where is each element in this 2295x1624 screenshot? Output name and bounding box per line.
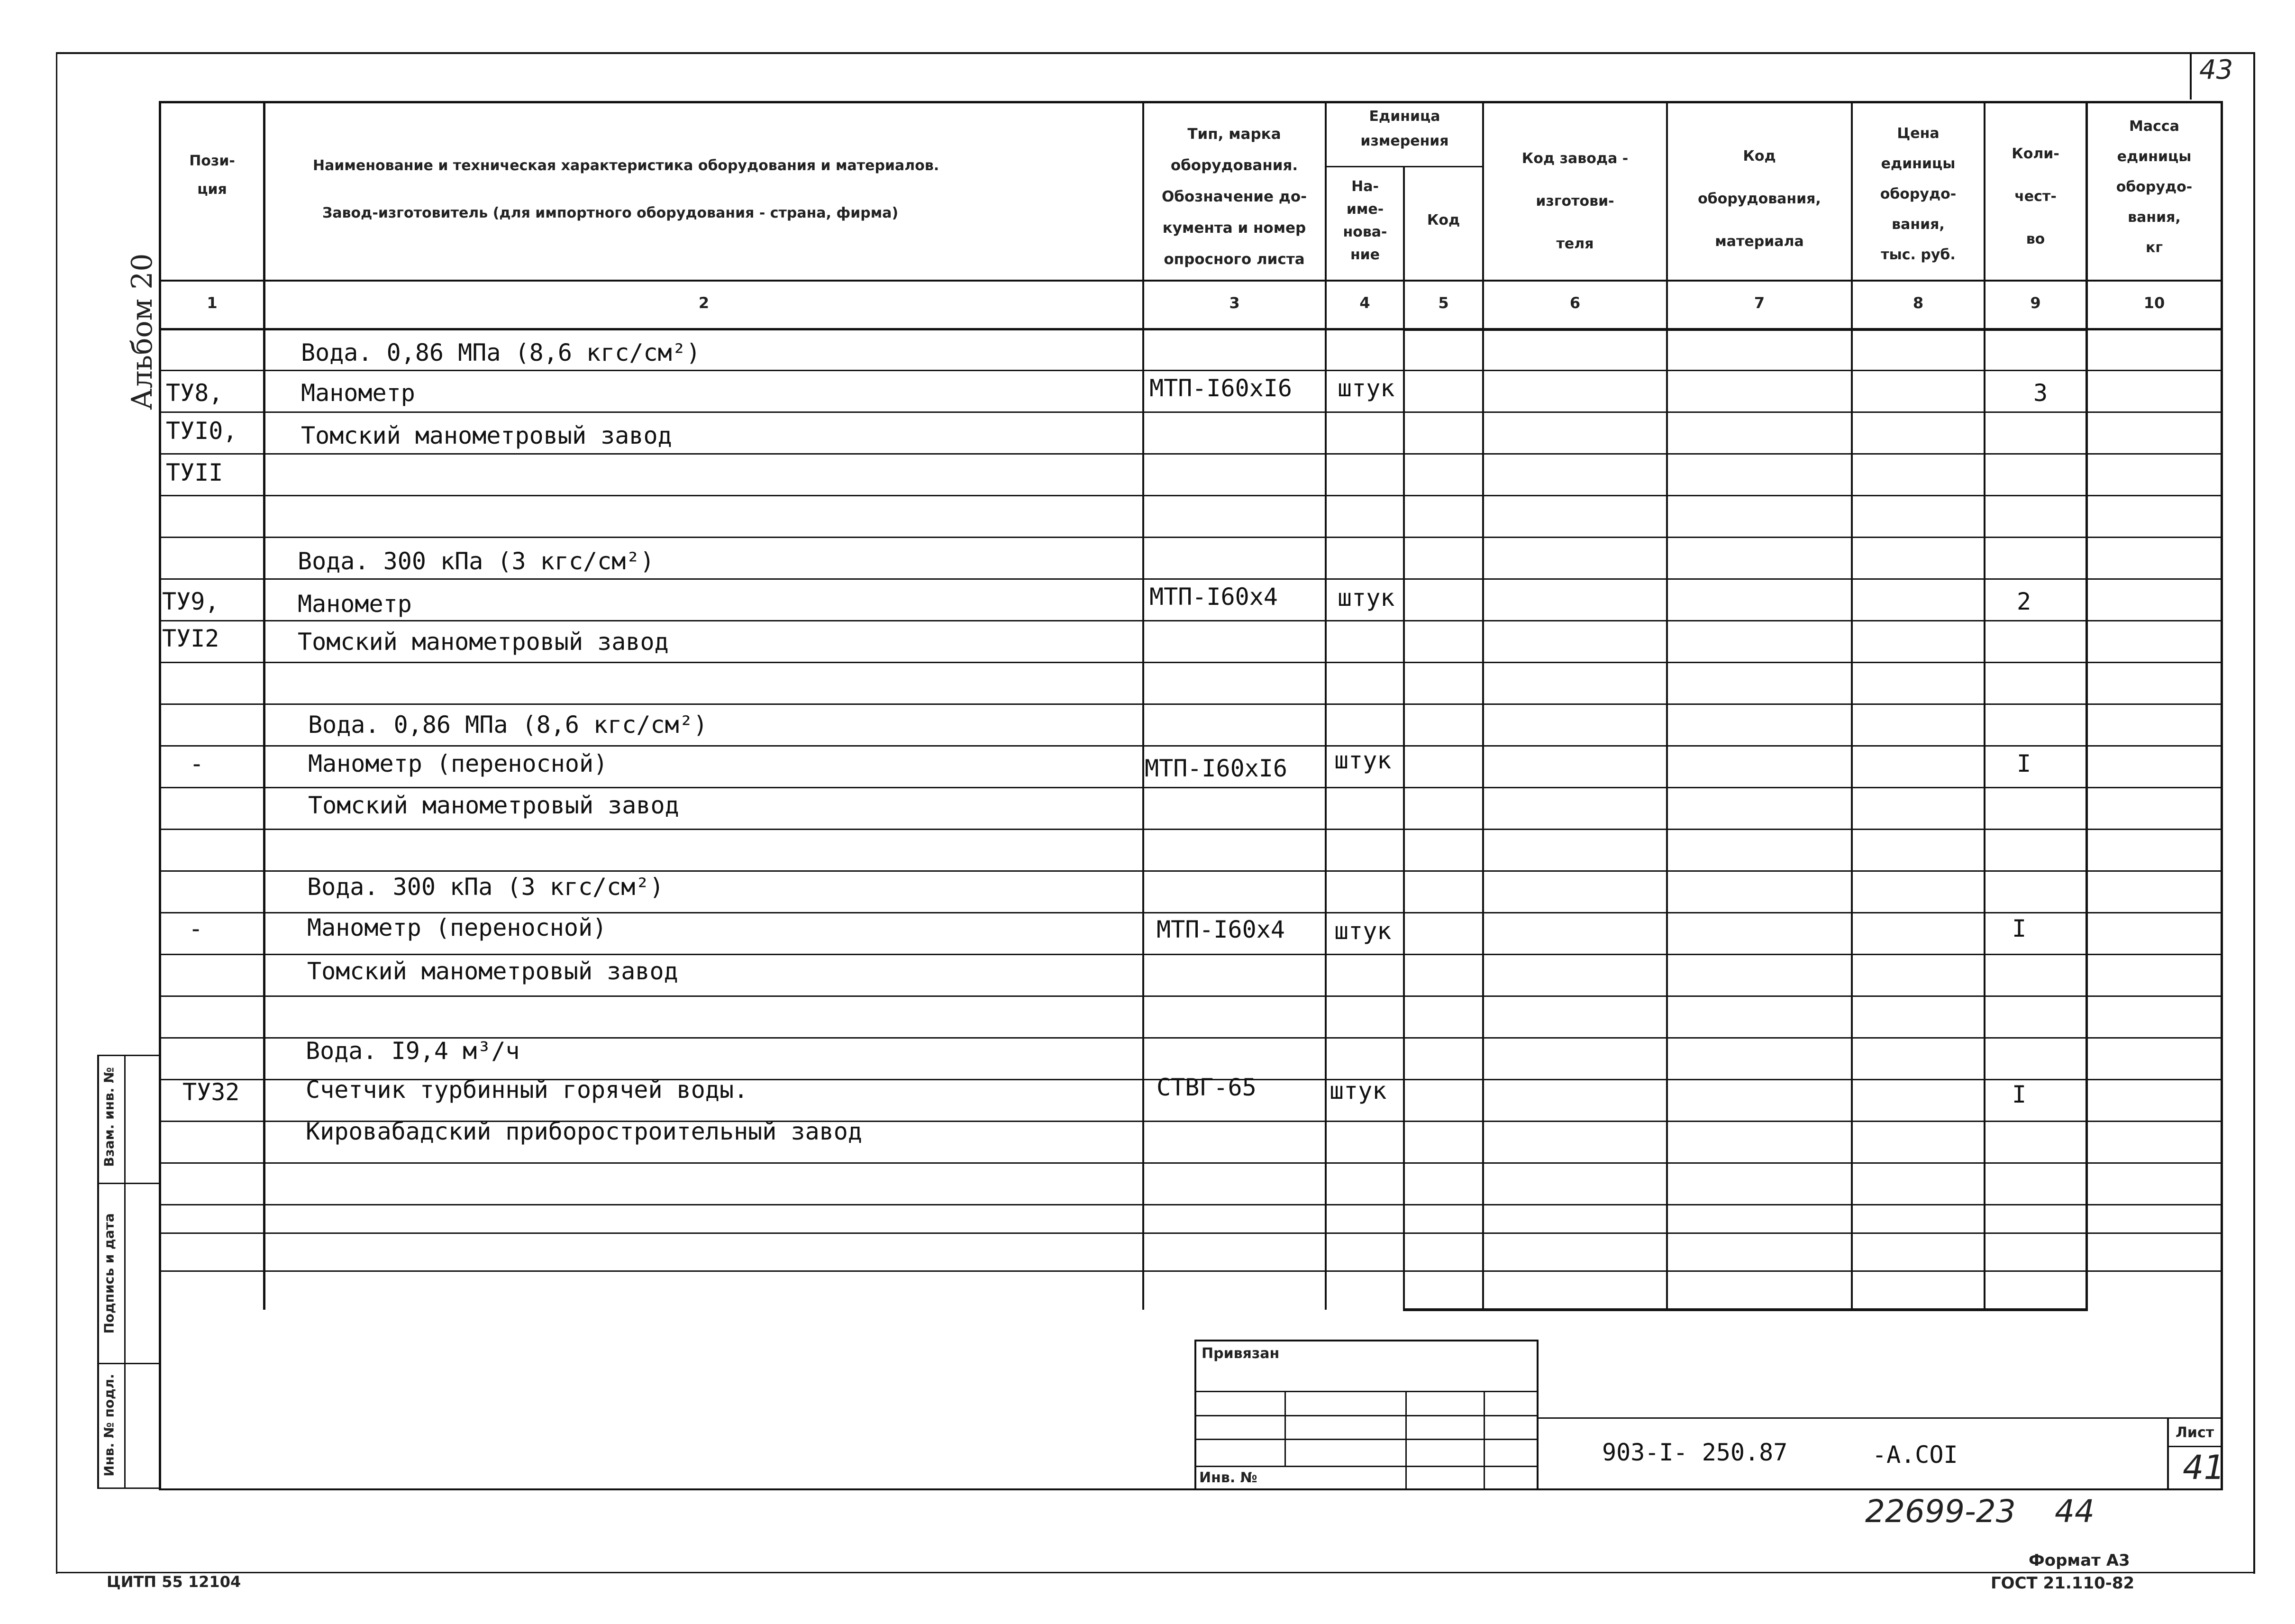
col-line-9 (2086, 101, 2088, 1310)
side-stamp-mid (124, 1055, 126, 1488)
row-line (159, 870, 2223, 872)
tb-sheet-label: Лист (2176, 1424, 2214, 1441)
tb-sheet-number: 41 (2183, 1448, 2225, 1487)
row-quantity: I (2017, 750, 2031, 777)
row-line (159, 370, 2223, 371)
row-name: Томский манометровый завод (307, 958, 678, 985)
corner-box-left (2190, 52, 2192, 100)
row-position: ТУII (166, 459, 223, 486)
col-line-1 (263, 101, 265, 1310)
row-quantity: I (2012, 915, 2027, 942)
row-line (159, 495, 2223, 496)
row-type: СТВГ-65 (1157, 1074, 1257, 1101)
header-factory-code: Код завода - изготови- теля (1521, 150, 1629, 252)
row-name: Вода. 0,86 МПа (8,6 кгс/см²) (301, 339, 701, 366)
row-line (159, 703, 2223, 705)
row-unit: штук (1338, 584, 1395, 611)
tb-bound-row4 (1194, 1466, 1538, 1467)
tb-doc-code: 903-I- 250.87 (1602, 1439, 1788, 1466)
col-line-3 (1325, 101, 1327, 1310)
row-name: Вода. 300 кПа (3 кгс/см²) (307, 873, 664, 901)
col-line-4 (1403, 166, 1405, 1311)
row-name: Манометр (301, 379, 415, 407)
unit-group-divider (1325, 166, 1484, 167)
row-line (159, 954, 2223, 955)
body-box-top (1403, 328, 2088, 331)
tb-bound-row2 (1194, 1415, 1538, 1416)
outer-frame-right (2253, 52, 2255, 1574)
column-number: 3 (1229, 294, 1240, 312)
row-name: Вода. 0,86 МПа (8,6 кгс/см²) (308, 711, 708, 739)
header-unit-name: На- име- нова- ние (1343, 178, 1387, 263)
side-stamp-inv: Инв. № подл. (101, 1374, 117, 1477)
table-top (159, 101, 2223, 103)
column-number: 2 (698, 294, 710, 312)
row-name: Манометр (298, 590, 412, 618)
outer-frame-left (56, 52, 57, 1574)
side-stamp-vzam: Взам. инв. № (101, 1067, 117, 1167)
outer-frame-bottom (56, 1572, 2255, 1573)
row-name: Манометр (переносной) (307, 914, 607, 941)
header-unit-group: Единица измерения (1360, 108, 1449, 149)
row-name: Кировабадский приборостроительный завод (306, 1118, 862, 1145)
header-type: Тип, марка оборудования. Обозначение до- кумента и номер опросного листа (1161, 126, 1307, 268)
row-line (159, 745, 2223, 747)
header-unit-code: Код (1427, 212, 1460, 228)
footer-gost: ГОСТ 21.110-82 (1991, 1574, 2135, 1593)
row-type: МТП-I60xI6 (1149, 374, 1293, 402)
tb-bound-col2 (1405, 1391, 1407, 1489)
col-line-2 (1142, 101, 1144, 1310)
row-line (159, 578, 2223, 580)
handwritten-page: 44 (2055, 1493, 2095, 1530)
column-number: 4 (1359, 294, 1370, 312)
header-name: Наименование и техническая характеристика оборудования и материалов. Завод-изготовитель (для импортного оборудования - страна, фирма) (313, 157, 939, 221)
row-type: МТП-I60x4 (1157, 916, 1285, 943)
column-number: 5 (1438, 294, 1449, 312)
row-unit: штук (1338, 374, 1395, 402)
table-right (2221, 101, 2223, 1490)
row-name: Счетчик турбинный горячей воды. (306, 1076, 748, 1104)
column-number: 7 (1754, 294, 1765, 312)
outer-frame-top (56, 52, 2255, 54)
row-unit: штук (1334, 747, 1392, 774)
row-position: ТУI2 (162, 625, 219, 652)
side-stamp-div2 (97, 1363, 161, 1364)
tb-inv-label: Инв. № (1199, 1469, 1257, 1486)
row-quantity: 3 (2033, 379, 2048, 407)
corner-sheet-number: 43 (2199, 55, 2233, 85)
row-quantity: 2 (2017, 588, 2031, 615)
tb-bound-row1 (1194, 1391, 1538, 1392)
header-price: Цена единицы оборудо- вания, тыс. руб. (1880, 125, 1957, 263)
column-number: 10 (2143, 294, 2165, 312)
row-unit: штук (1334, 917, 1392, 945)
tb-bound-top (1194, 1340, 1538, 1341)
col-line-8 (1984, 101, 1985, 1310)
table-bottom (159, 1488, 2223, 1490)
row-name: Вода. 300 кПа (3 кгс/см²) (298, 547, 655, 575)
header-equipment-code: Код оборудования, материала (1698, 148, 1821, 250)
tb-sheet-left (2167, 1417, 2169, 1489)
col-line-7 (1851, 101, 1853, 1310)
row-line (159, 620, 2223, 621)
row-unit: штук (1330, 1077, 1387, 1104)
header-mass: Масса единицы оборудо- вания, кг (2116, 118, 2193, 256)
row-type: МТП-I60x4 (1149, 583, 1278, 611)
side-stamp-div1 (97, 1183, 161, 1184)
tb-doc-suffix: -А.СОI (1872, 1441, 1958, 1469)
row-line (159, 411, 2223, 413)
header-quantity: Коли- чест- во (2012, 146, 2059, 247)
row-position: ТУ32 (182, 1078, 240, 1106)
side-stamp-sign: Подпись и дата (101, 1213, 117, 1334)
row-line (159, 1232, 2223, 1234)
row-line (159, 995, 2223, 997)
row-line (159, 1270, 2223, 1272)
row-position: ТУ9, (162, 588, 219, 615)
tb-main-top (1538, 1417, 2223, 1419)
row-name: Томский манометровый завод (301, 422, 672, 449)
tb-bound-row3 (1194, 1439, 1538, 1440)
row-name: Манометр (переносной) (308, 750, 608, 777)
row-line (159, 1204, 2223, 1205)
handwritten-ref: 22699-23 (1865, 1493, 2016, 1530)
row-name: Томский манометровый завод (308, 792, 679, 819)
row-quantity: I (2012, 1081, 2027, 1108)
row-position: ТУI0, (166, 417, 237, 445)
row-position: - (189, 915, 203, 942)
row-line (159, 1162, 2223, 1164)
tb-bound-label: Привязан (1202, 1345, 1280, 1362)
footer-code: ЦИТП 55 12104 (107, 1573, 241, 1591)
tb-sheet-div (2167, 1446, 2223, 1447)
row-line (159, 829, 2223, 830)
column-number: 9 (2030, 294, 2041, 312)
row-line (159, 453, 2223, 455)
row-name: Томский манометровый завод (298, 628, 669, 656)
tb-bound-col3 (1484, 1391, 1485, 1489)
side-stamp-top (97, 1055, 161, 1056)
row-position: - (190, 750, 204, 777)
row-line (159, 912, 2223, 913)
row-name: Вода. I9,4 м³/ч (306, 1037, 520, 1065)
side-stamp-bottom (97, 1487, 161, 1489)
side-stamp-left (97, 1055, 99, 1488)
row-line (159, 662, 2223, 663)
column-number: 1 (207, 294, 218, 312)
row-type: МТП-I60xI6 (1145, 755, 1288, 782)
header-bottom (159, 280, 2223, 282)
header-position: Пози- ция (189, 153, 235, 198)
col-line-5 (1482, 101, 1484, 1310)
body-box-bottom (1403, 1308, 2088, 1311)
album-label: Альбом 20 (126, 253, 159, 410)
row-position: ТУ8, (166, 379, 223, 407)
col-line-6 (1666, 101, 1668, 1310)
column-number: 6 (1569, 294, 1581, 312)
row-line (159, 537, 2223, 538)
column-number: 8 (1912, 294, 1924, 312)
row-line (159, 787, 2223, 788)
tb-bound-col1 (1284, 1391, 1286, 1467)
footer-format: Формат А3 (2029, 1551, 2130, 1570)
